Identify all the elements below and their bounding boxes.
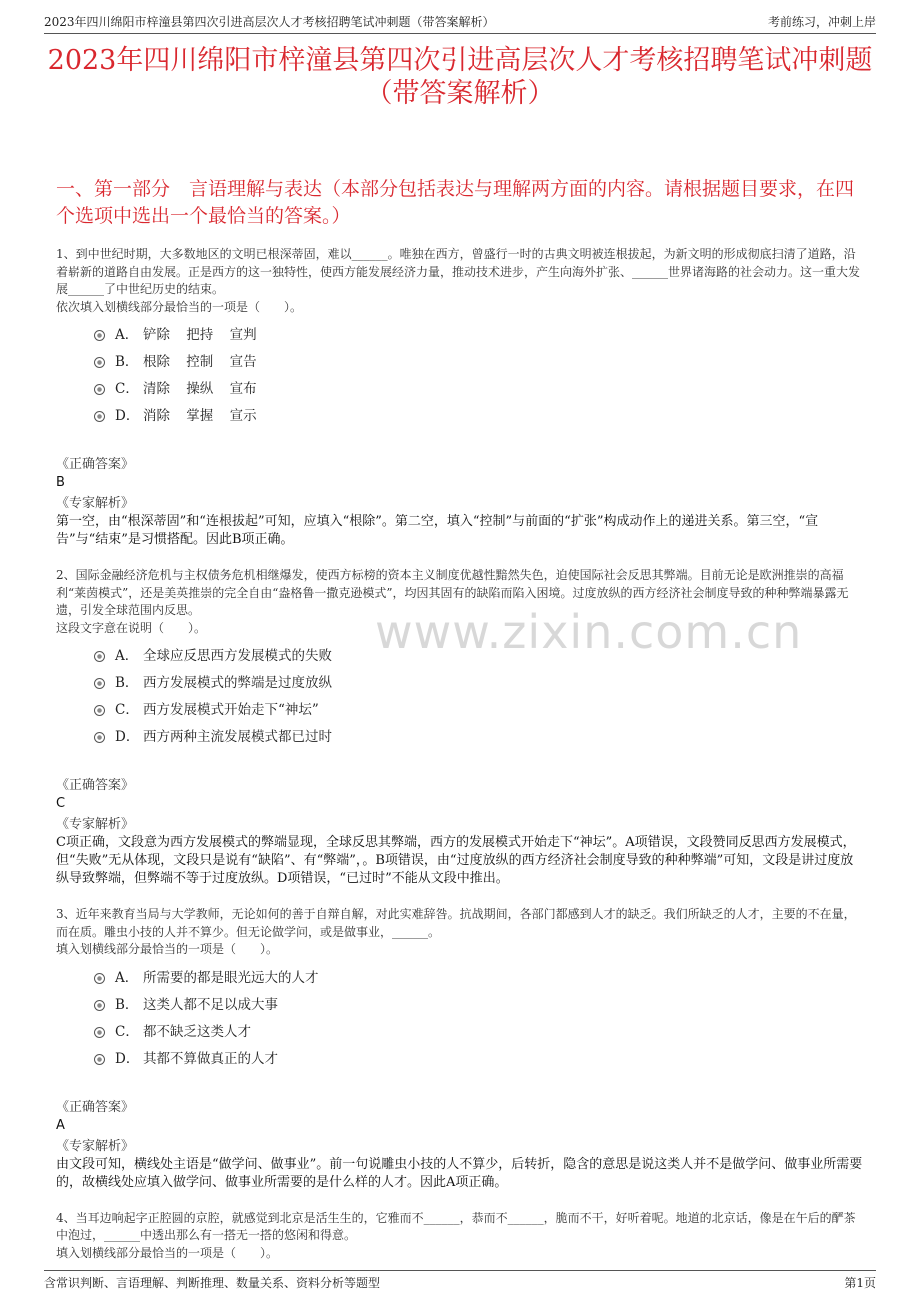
question-instruction: 这段文字意在说明（ ）。 xyxy=(56,620,207,635)
question-1 xyxy=(56,246,866,549)
option-b[interactable]: B． 西方发展模式的弊端是过度放纵 xyxy=(94,670,866,697)
radio-icon[interactable] xyxy=(94,330,105,341)
question-instruction: 填入划横线部分最恰当的一项是（ ）。 xyxy=(56,942,279,956)
option-list xyxy=(94,643,866,751)
watermark: www.zixin.com.cn xyxy=(375,605,803,659)
page-header xyxy=(44,10,876,34)
option-b[interactable]: B． 根除 控制 宣告 xyxy=(94,349,866,376)
option-list xyxy=(94,965,866,1073)
option-a[interactable]: A． 铲除 把持 宣判 xyxy=(94,322,866,349)
explanation: 由文段可知，横线处主语是“做学问、做事业”。前一句说雕虫小技的人不算少，后转折，隐含的意思是说这类人并不是做学问、做事业所需要的，故横线处应填入做学问、做事业所需要的是什么样的人才。因此A项正确。 xyxy=(56,1156,863,1190)
header-doc-title: 2023年四川绵阳市梓潼县第四次引进高层次人才考核招聘笔试冲刺题（带答案解析） xyxy=(44,15,495,29)
answer-value: B xyxy=(56,475,65,490)
footer-note: 含常识判断、言语理解、判断推理、数量关系、资料分析等题型 xyxy=(44,1276,381,1290)
page-number: 第1页 xyxy=(844,1276,876,1290)
radio-icon[interactable] xyxy=(94,1054,105,1065)
section-heading: 一、第一部分 言语理解与表达（本部分包括表达与理解两方面的内容。请根据题目要求，在四个选项中选出一个最恰当的答案。） xyxy=(56,178,855,227)
radio-icon[interactable] xyxy=(94,1000,105,1011)
question-text: 1、到中世纪时期，大多数地区的文明已根深蒂固，难以______。唯独在西方，曾盛行一时的古典文明被连根拔起，为新文明的形成彻底扫清了道路，沿着崭新的道路自由发展。正是西方的这一独特性，使西方能发展经济力量，推动技术进步，产生向海外扩张、______世界诸海路的社会动力。这一重大发展______了中世纪历史的结束。 xyxy=(56,247,861,296)
option-d[interactable]: D． 其都不算做真正的人才 xyxy=(94,1046,866,1073)
question-text: 2、国际金融经济危机与主权债务危机相继爆发，使西方标榜的资本主义制度优越性黯然失色，迫使国际社会反思其弊端。目前无论是欧洲推崇的高福利“莱茵模式”，还是美英推崇的完全自由“盎格鲁一撒克逊模式”，均因其固有的缺陷而陷入困境。过度放纵的西方经济社会制度导致的种种弊端暴露无遗，引发全球范围内反思。 xyxy=(56,568,849,617)
answer-label: 《正确答案》 xyxy=(56,778,135,793)
answer-label: 《正确答案》 xyxy=(56,1099,135,1115)
radio-icon[interactable] xyxy=(94,973,105,984)
document-title: 2023年四川绵阳市梓潼县第四次引进高层次人才考核招聘笔试冲刺题（带答案解析） xyxy=(47,45,873,109)
radio-icon[interactable] xyxy=(94,384,105,395)
option-d[interactable]: D． 西方两种主流发展模式都已过时 xyxy=(94,724,866,751)
radio-icon[interactable] xyxy=(94,732,105,743)
question-text: 3、近年来教育当局与大学教师，无论如何的善于自辩自解，对此实难辞咎。抗战期间，各部门都感到人才的缺乏。我们所缺乏的人才，主要的不在量，而在质。雕虫小技的人并不算少。但无论做学问，或是做事业，______。 xyxy=(56,907,856,939)
option-list xyxy=(94,322,866,430)
answer-value: C xyxy=(56,796,66,811)
radio-icon[interactable] xyxy=(94,705,105,716)
question-instruction: 填入划横线部分最恰当的一项是（ ）。 xyxy=(56,1245,279,1260)
page-footer xyxy=(44,1270,876,1292)
expert-label: 《专家解析》 xyxy=(56,496,135,511)
radio-icon[interactable] xyxy=(94,1027,105,1038)
option-a[interactable]: A． 所需要的都是眼光远大的人才 xyxy=(94,965,866,992)
question-2 xyxy=(56,567,866,888)
answer-value: A xyxy=(56,1117,65,1133)
radio-icon[interactable] xyxy=(94,411,105,422)
radio-icon[interactable] xyxy=(94,357,105,368)
question-instruction: 依次填入划横线部分最恰当的一项是（ ）。 xyxy=(56,299,303,314)
question-3 xyxy=(56,906,866,1192)
option-a[interactable]: A． 全球应反思西方发展模式的失败 xyxy=(94,643,866,670)
explanation: 第一空，由“根深蒂固”和“连根拔起”可知，应填入“根除”。第二空，填入“控制”与前面的“扩张”构成动作上的递进关系。第三空，“宣告”与“结束”是习惯搭配。因此B项正确。 xyxy=(56,514,819,547)
option-c[interactable]: C． 西方发展模式开始走下“神坛” xyxy=(94,697,866,724)
explanation: C项正确，文段意为西方发展模式的弊端显现，全球反思其弊端，西方的发展模式开始走下“神坛”。A项错误，文段赞同反思西方发展模式，但“失败”无从体现，文段只是说有“缺陷”、有“弊端”，。B项错误，由“过度放纵的西方经济社会制度导致的种种弊端”可知，文段是讲过度放纵导致弊端，但弊端不等于过度放纵。D项错误，“已过时”不能从文段中推出。 xyxy=(56,835,856,886)
option-b[interactable]: B． 这类人都不足以成大事 xyxy=(94,992,866,1019)
answer-label: 《正确答案》 xyxy=(56,457,135,472)
question-list xyxy=(56,246,866,1262)
question-text: 4、当耳边响起字正腔圆的京腔，就感觉到北京是活生生的，它雅而不______，恭而不______，脆而不干，好听着呢。地道的北京话，像是在午后的酽茶中泡过，______中透出那么有一搭无一搭的悠闲和得意。 xyxy=(56,1210,856,1242)
radio-icon[interactable] xyxy=(94,651,105,662)
option-c[interactable]: C． 清除 操纵 宣布 xyxy=(94,376,866,403)
option-d[interactable]: D． 消除 掌握 宣示 xyxy=(94,403,866,430)
expert-label: 《专家解析》 xyxy=(56,1138,135,1154)
expert-label: 《专家解析》 xyxy=(56,817,135,832)
header-slogan: 考前练习，冲刺上岸 xyxy=(767,15,876,29)
question-4 xyxy=(56,1210,866,1263)
option-c[interactable]: C． 都不缺乏这类人才 xyxy=(94,1019,866,1046)
radio-icon[interactable] xyxy=(94,678,105,689)
